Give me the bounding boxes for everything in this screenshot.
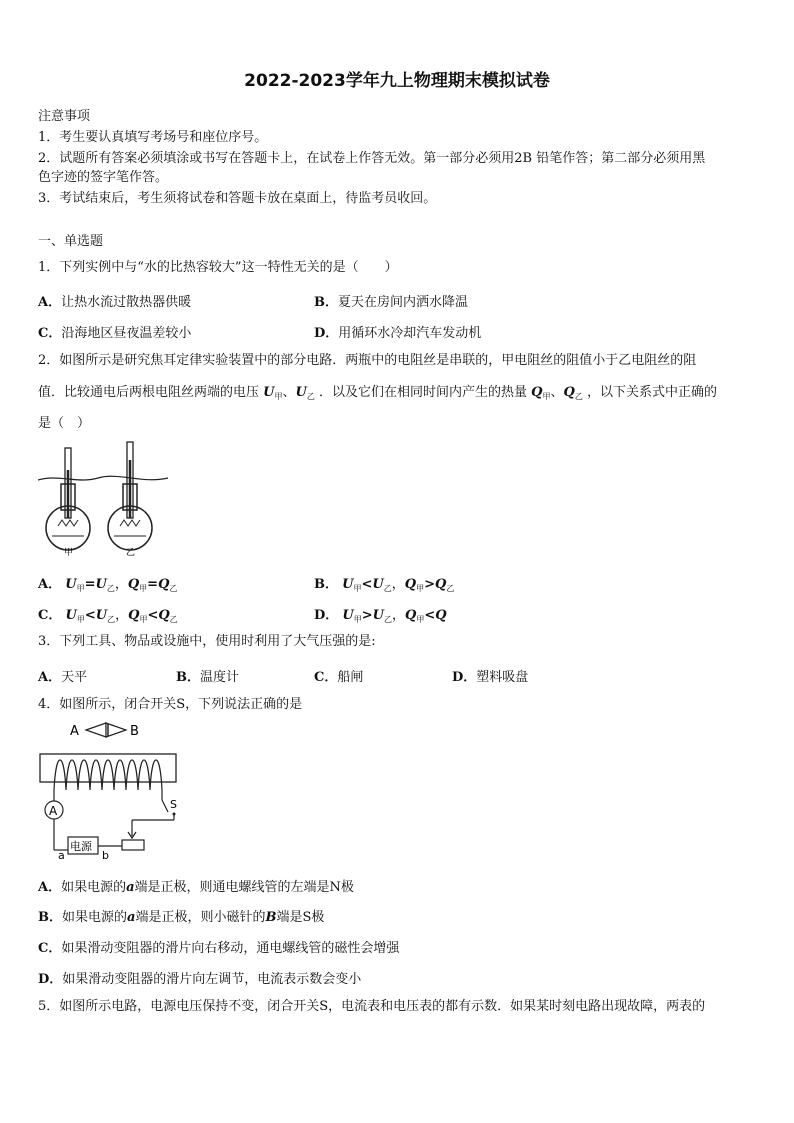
q3-option-c — [314, 666, 363, 685]
q4-option-b — [38, 906, 324, 925]
relation: < — [424, 608, 436, 623]
option-text: 用循环水冷却汽车发动机 — [338, 326, 482, 341]
option-text: 如果电源的 — [62, 910, 128, 925]
notice-item: 1．考生要认真填写考场号和座位序号。 — [38, 130, 268, 145]
sub-jia: 甲 — [139, 615, 148, 624]
flask-yi — [108, 442, 152, 550]
relation: < — [147, 608, 159, 623]
option-letter: B． — [176, 670, 200, 685]
option-text: 夏天在房间内洒水降温 — [338, 295, 469, 310]
question-2-line-1: 2．如图所示是研究焦耳定律实验装置中的部分电路．两瓶中的电阻丝是串联的，甲电阻丝的阻值小于乙电阻丝的阻 — [38, 353, 697, 368]
option-text: 如果电源的 — [61, 880, 127, 895]
var-q: Q — [158, 577, 170, 592]
var-q: Q — [127, 577, 140, 592]
sub-jia: 甲 — [76, 584, 85, 593]
option-letter: A． — [38, 880, 62, 895]
relation: > — [424, 577, 435, 592]
var-q: Q — [435, 608, 447, 623]
q4-option-d — [38, 968, 361, 987]
option-letter: B． — [38, 910, 62, 925]
question-2-line-3: 是（ ） — [38, 416, 91, 431]
option-letter: C． — [38, 941, 62, 956]
flask-jia — [46, 448, 90, 550]
var-b: B — [265, 910, 277, 925]
option-letter: A． — [38, 577, 62, 592]
separator: 、 — [550, 385, 564, 400]
q2-option-b — [314, 573, 454, 594]
q4-option-a — [38, 876, 354, 895]
relation: < — [84, 608, 96, 623]
sub-jia: 甲 — [416, 584, 425, 593]
var-q: Q — [531, 385, 543, 400]
ammeter-label: A — [49, 804, 58, 818]
sub-jia: 甲 — [542, 392, 551, 401]
sub-jia: 甲 — [353, 584, 362, 593]
notice-item: 3．考试结束后，考生须将试卷和答题卡放在桌面上，待监考员收回。 — [38, 191, 437, 206]
q3-option-a — [38, 666, 87, 685]
sub-yi: 乙 — [306, 392, 315, 401]
option-text: 端是S极 — [276, 910, 325, 925]
sub-yi: 乙 — [383, 584, 392, 593]
q4-option-c — [38, 937, 399, 956]
water-surface — [38, 476, 168, 480]
needle-label-b: B — [130, 724, 139, 739]
needle-half-a — [86, 723, 106, 737]
sub-jia: 甲 — [76, 615, 85, 624]
var-u: U — [95, 608, 108, 623]
var-q: Q — [405, 608, 417, 623]
var-u: U — [65, 577, 77, 592]
comma: ， — [114, 577, 128, 592]
notice-item: 色字迹的签字笔作答。 — [38, 170, 169, 185]
section-heading: 一、单选题 — [38, 234, 104, 249]
option-letter: D． — [38, 972, 63, 987]
resistance-wire — [58, 520, 78, 526]
option-text: 如果滑动变阻器的滑片向左调节，电流表示数会变小 — [62, 972, 362, 987]
var-u: U — [372, 608, 385, 623]
stem-text: ．以及它们在相同时间内产生的热量 — [319, 385, 528, 400]
switch-label: S — [170, 798, 177, 811]
var-q: Q — [404, 577, 417, 592]
option-text: 沿海地区昼夜温差较小 — [61, 326, 192, 341]
question-4-stem: 4．如图所示，闭合开关S，下列说法正确的是 — [38, 697, 303, 712]
relation: > — [361, 608, 373, 623]
var-u: U — [372, 577, 384, 592]
sub-jia: 甲 — [353, 615, 362, 624]
option-letter: C． — [314, 670, 338, 685]
page-title: 2022-2023学年九上物理期末模拟试卷 — [244, 71, 550, 91]
option-text: 端是正极，则通电螺线管的左端是N极 — [134, 880, 354, 895]
option-letter: B． — [314, 295, 338, 310]
q3-option-d — [452, 666, 528, 685]
sub-yi: 乙 — [169, 584, 178, 593]
coil-windings — [54, 760, 162, 790]
option-text: 塑料吸盘 — [476, 670, 529, 685]
q2-option-d — [314, 604, 447, 625]
comma: ， — [392, 608, 406, 623]
relation: < — [361, 577, 373, 592]
notice-heading: 注意事项 — [38, 109, 91, 124]
option-text: 天平 — [61, 670, 88, 685]
question-1-stem: 1．下列实例中与“水的比热容较大”这一特性无关的是（ ） — [38, 260, 398, 275]
relation: = — [84, 577, 96, 592]
rheostat-icon — [122, 840, 144, 850]
var-u: U — [95, 577, 107, 592]
var-u: U — [65, 608, 77, 623]
option-letter: A． — [38, 670, 62, 685]
q1-option-c — [38, 322, 191, 341]
terminal-b-label: b — [102, 849, 109, 860]
q1-option-a — [38, 291, 191, 310]
relation: = — [147, 577, 159, 592]
sub-jia: 甲 — [416, 615, 425, 624]
option-letter: D． — [314, 326, 339, 341]
option-letter: C． — [38, 608, 62, 623]
sub-yi: 乙 — [384, 615, 393, 624]
comma: ， — [115, 608, 129, 623]
var-q: Q — [158, 608, 170, 623]
label-jia: 甲 — [64, 548, 74, 558]
terminal-a-label: a — [58, 849, 65, 860]
sub-jia: 甲 — [274, 392, 283, 401]
needle-half-b — [106, 723, 126, 737]
option-text: 端是正极，则小磁针的 — [135, 910, 266, 925]
comma: ， — [391, 577, 405, 592]
rheostat-slider-icon — [128, 820, 136, 838]
sub-yi: 乙 — [446, 584, 455, 593]
sub-yi: 乙 — [574, 392, 583, 401]
var-a: a — [126, 880, 135, 895]
option-letter: C． — [38, 326, 62, 341]
question-2-line-2 — [38, 385, 717, 405]
option-text: 如果滑动变阻器的滑片向右移动，通电螺线管的磁性会增强 — [61, 941, 400, 956]
var-u: U — [263, 385, 275, 400]
option-text: 让热水流过散热器供暖 — [61, 295, 192, 310]
question-3-stem: 3．下列工具、物品或设施中，使用时利用了大气压强的是: — [38, 634, 376, 649]
stem-text: ，以下关系式中正确的 — [586, 385, 717, 400]
sub-jia: 甲 — [139, 584, 148, 593]
q2-option-c — [38, 604, 178, 625]
q1-option-d — [314, 322, 481, 341]
option-text: 温度计 — [200, 670, 240, 685]
q1-option-b — [314, 291, 468, 310]
stem-text: 值．比较通电后两根电阻丝两端的电压 — [38, 385, 260, 400]
q3-option-b — [176, 666, 239, 685]
var-q: Q — [563, 385, 575, 400]
option-letter: D． — [314, 608, 339, 623]
separator: 、 — [282, 385, 296, 400]
resistance-wire — [120, 520, 140, 526]
power-source-label: 电源 — [70, 840, 92, 853]
option-letter: D． — [452, 670, 477, 685]
var-u: U — [342, 608, 354, 623]
notice-item: 2．试题所有答案必须填涂或书写在答题卡上，在试卷上作答无效。第一部分必须用2B 铅笔作答；第二部分必须用黑 — [38, 151, 706, 166]
option-letter: A． — [38, 295, 62, 310]
var-u: U — [342, 577, 354, 592]
switch-icon — [162, 800, 168, 812]
solenoid-core — [40, 754, 176, 782]
question-5-stem: 5．如图所示电路，电源电压保持不变，闭合开关S，电流表和电压表的都有示数．如果某时刻电路出现故障，两表的 — [38, 999, 706, 1014]
option-letter: B． — [314, 577, 338, 592]
var-u: U — [295, 385, 307, 400]
label-yi: 乙 — [126, 548, 136, 558]
option-text: 船闸 — [337, 670, 364, 685]
var-q: Q — [128, 608, 140, 623]
var-q: Q — [434, 577, 447, 592]
var-a: a — [127, 910, 136, 925]
needle-label-a: A — [70, 724, 79, 739]
joule-experiment-figure — [38, 440, 170, 558]
q2-option-a — [38, 573, 177, 594]
solenoid-circuit-figure — [38, 720, 188, 860]
sub-yi: 乙 — [107, 615, 116, 624]
sub-yi: 乙 — [106, 584, 115, 593]
sub-yi: 乙 — [169, 615, 178, 624]
